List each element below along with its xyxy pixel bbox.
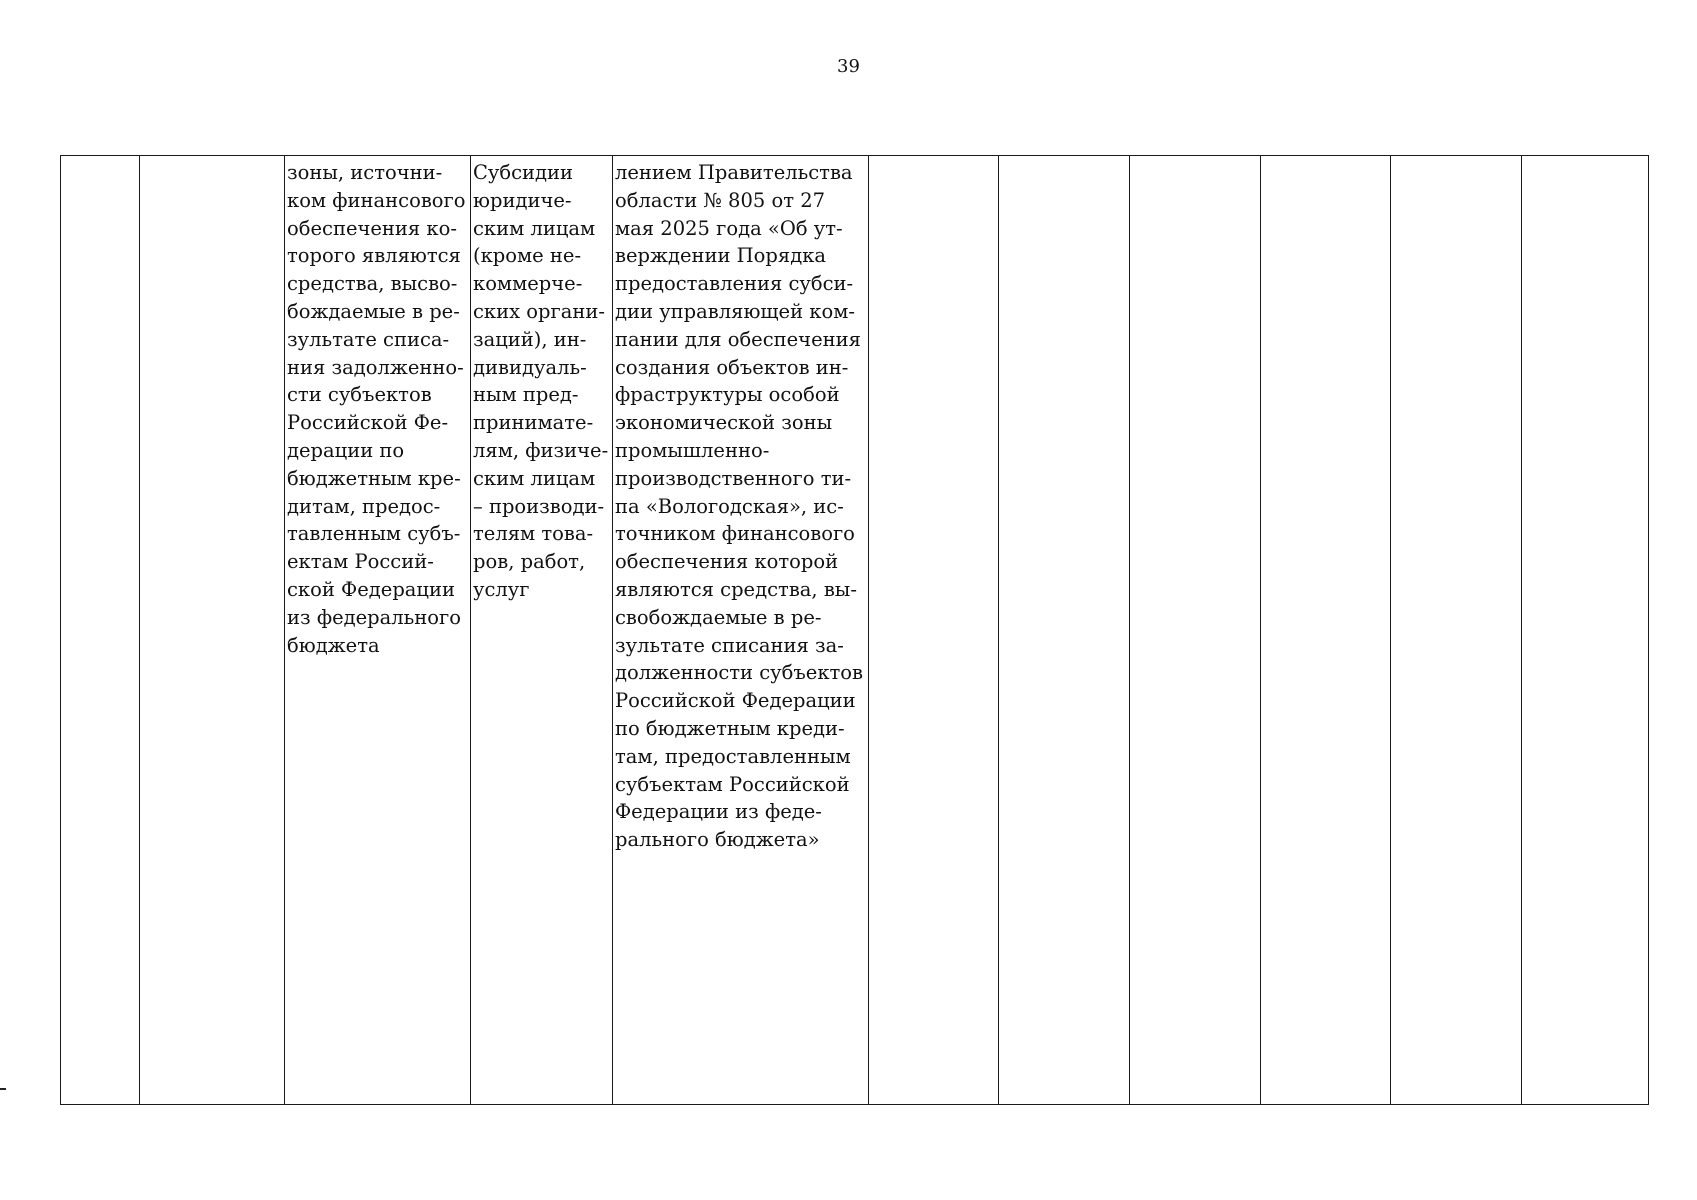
table-row xyxy=(61,156,1649,1105)
table-cell-col-10 xyxy=(1391,156,1522,1105)
page-number: 39 xyxy=(837,56,860,77)
scan-edge-mark xyxy=(0,1088,6,1090)
table-cell-col-6 xyxy=(869,156,999,1105)
table-cell-col-8 xyxy=(1130,156,1261,1105)
table-cell-col-2 xyxy=(140,156,285,1105)
table-cell-col-11 xyxy=(1522,156,1649,1105)
table-cell-col-9 xyxy=(1261,156,1391,1105)
table-cell-col-4: Субсидии юридиче- ским лицам (кроме не- коммерче- ских органи- заций), ин- дивидуаль- ным пред- принимате- лям, физиче- ским лицам – производи- телям това- ров, работ, услуг xyxy=(471,156,613,1105)
table-cell-col-7 xyxy=(999,156,1130,1105)
table-cell-col-1 xyxy=(61,156,140,1105)
table-cell-col-5: лением Правительства области № 805 от 27 мая 2025 года «Об ут- верждении Порядка предоставления субси- дии управляющей ком- пании для обеспечения создания объектов ин- фраструктуры особой экономической зоны промышленно- производственного ти- па «Вологодская», ис- точником финансового обеспечения которой являются средства, вы- свобождаемые в ре- зультате списания за- долженности субъектов Российской Федерации по бюджетным креди- там, предоставленным субъектам Российской Федерации из феде- рального бюджета» xyxy=(613,156,869,1105)
document-table xyxy=(60,155,1649,1105)
table-cell-col-3: зоны, источни- ком финансового обеспечения ко- торого являются средства, высво- бождаемые в ре- зультате списа- ния задолженно- сти субъектов Российской Фе- дерации по бюджетным кре- дитам, предос- тавленным субъ- ектам Россий- ской Федерации из федерального бюджета xyxy=(285,156,471,1105)
